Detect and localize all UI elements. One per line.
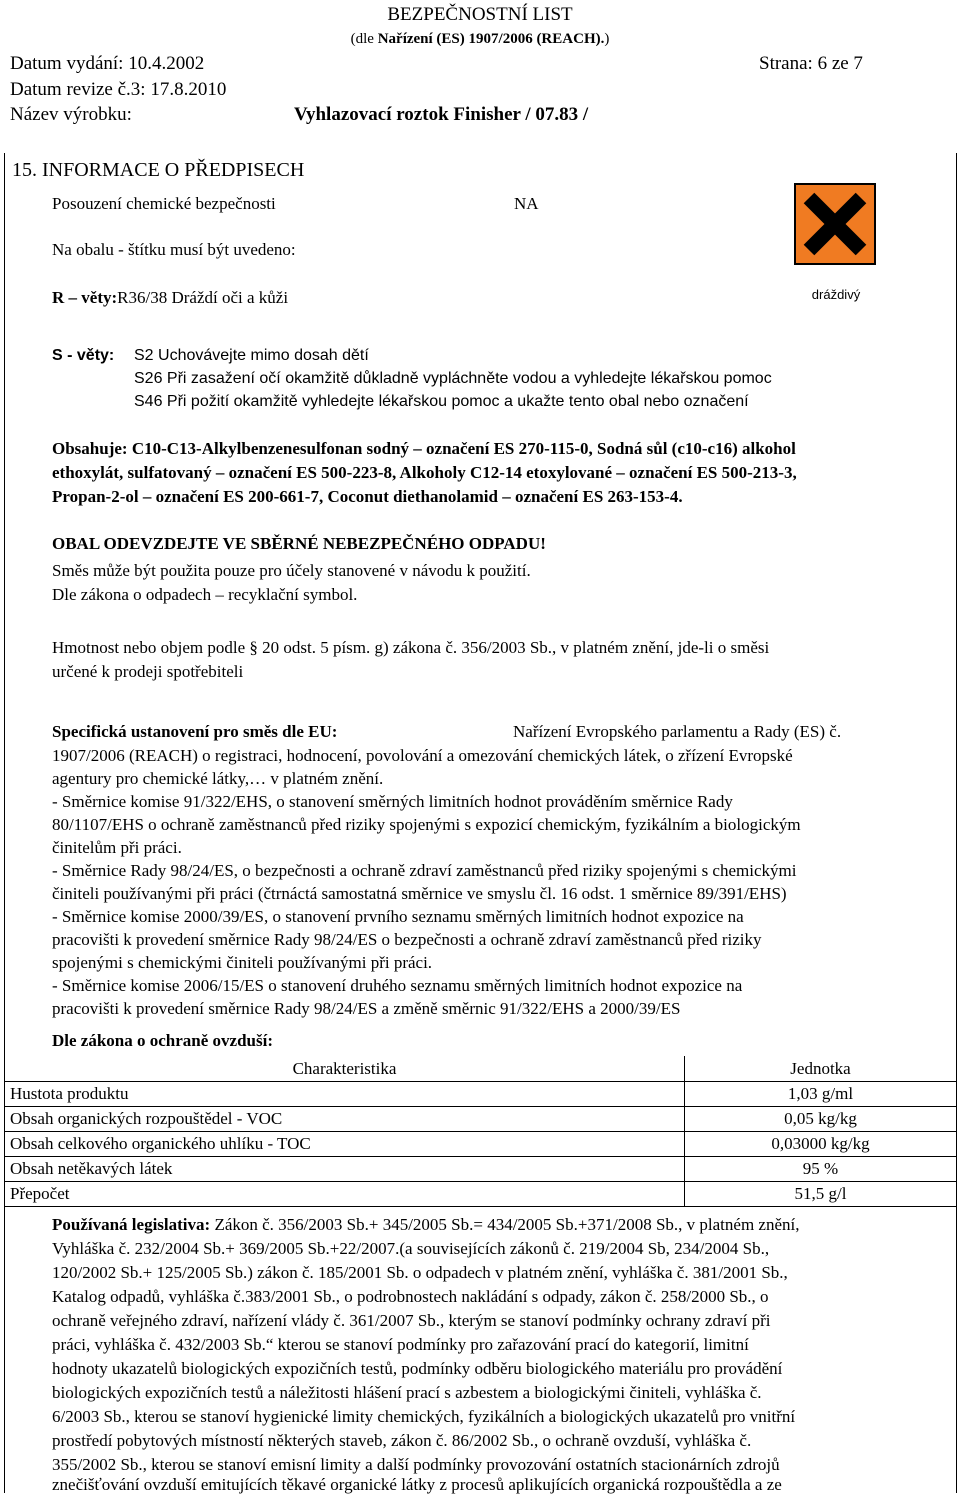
- table-row: [5, 1181, 957, 1206]
- eu-line: - Směrnice komise 91/322/EHS, o stanovení směrných limitních hodnot prováděním směrnice Rady: [52, 792, 733, 811]
- subtitle-suffix: ): [604, 31, 610, 47]
- legislation-first-line: [52, 1213, 799, 1236]
- legislation-label: Používaná legislativa:: [52, 1215, 211, 1234]
- eu-line: - Směrnice Rady 98/24/ES, o bezpečnosti a ochraně zdraví zaměstnanců před riziky spojenými s chemickými: [52, 861, 797, 880]
- hazard-label: dráždivý: [811, 287, 861, 302]
- col-characteristic: Charakteristika: [5, 1056, 685, 1081]
- col-unit: Jednotka: [685, 1056, 957, 1081]
- legislation-line: 355/2002 Sb., kterou se stanoví emisní limity a další podmínky provozování ostatních stacionárních zdrojů: [52, 1455, 780, 1474]
- row-name: Obsah celkového organického uhlíku - TOC: [5, 1131, 685, 1156]
- legislation-line: 6/2003 Sb., kterou se stanoví hygienické limity chemických, fyzikálních a biologických ukazatelů pro vnitřní: [52, 1407, 796, 1426]
- row-value: 0,03000 kg/kg: [685, 1131, 957, 1156]
- subtitle-regulation: Nařízení (ES) 1907/2006 (REACH).: [377, 31, 605, 47]
- eu-line: pracovišti k provedení směrnice Rady 98/24/ES a změně směrnic 91/322/EHS a 2000/39/ES: [52, 999, 681, 1018]
- s-phrase: S26 Při zasažení očí okamžitě důkladně vypláchněte vodou a vyhledejte lékařskou pomoc: [134, 370, 772, 387]
- contains-line: Obsahuje: C10-C13-Alkylbenzenesulfonan sodný – označení ES 270-115-0, Sodná sůl (c10-c16) alkohol: [52, 439, 796, 458]
- row-value: 1,03 g/ml: [685, 1081, 957, 1106]
- row-value: 0,05 kg/kg: [685, 1106, 957, 1131]
- product-name: Vyhlazovací roztok Finisher / 07.83 /: [294, 104, 589, 125]
- legislation-line: hodnoty ukazatelů biologických expozičních testů, podmínky odběru biologického materiálu pro provádění: [52, 1359, 783, 1378]
- row-name: Obsah netěkavých látek: [5, 1156, 685, 1181]
- s-phrase: S46 Při požití okamžitě vyhledejte lékařskou pomoc a ukažte tento obal nebo označení: [134, 393, 749, 410]
- row-name: Přepočet: [5, 1181, 685, 1206]
- legislation-line: znečišťování ovzduší emitujících těkavé organické látky z procesů aplikujících organická rozpouštědla a ze: [52, 1475, 782, 1494]
- subtitle-prefix: (dle: [350, 31, 378, 47]
- eu-first-line: Nařízení Evropského parlamentu a Rady (ES) č.: [513, 722, 842, 741]
- air-table: [4, 1056, 957, 1207]
- row-name: Hustota produktu: [5, 1081, 685, 1106]
- air-title: Dle zákona o ochraně ovzduší:: [52, 1031, 273, 1050]
- contains-line: Propan-2-ol – označení ES 200-661-7, Coconut diethanolamid – označení ES 263-153-4.: [52, 487, 683, 506]
- r-label: R – věty:: [52, 288, 118, 307]
- page-number: Strana: 6 ze 7: [759, 53, 863, 74]
- legislation-line: Katalog odpadů, vyhláška č.383/2001 Sb., o podrobnostech nakládání s odpady, zákon č. 258/2000 Sb., o: [52, 1287, 769, 1306]
- legislation-line: 120/2002 Sb.+ 125/2005 Sb.) zákon č. 185/2001 Sb. o odpadech v platném znění, vyhláška č. 381/2001 Sb.,: [52, 1263, 788, 1282]
- table-row: [5, 1081, 957, 1106]
- label-must-text: Na obalu - štítku musí být uvedeno:: [52, 240, 296, 259]
- table-header-row: [5, 1056, 957, 1081]
- eu-label: Specifická ustanovení pro směs dle EU:: [52, 722, 338, 741]
- waste-title: OBAL ODEVZDEJTE VE SBĚRNÉ NEBEZPEČNÉHO ODPADU!: [52, 534, 546, 553]
- eu-line: činiteli používanými při práci (čtrnáctá samostatná směrnice ve smyslu čl. 16 odst. 1 směrnice 89/391/EHS): [52, 884, 787, 903]
- issue-date: Datum vydání: 10.4.2002: [10, 53, 205, 74]
- eu-line: spojenými s chemickými činiteli používanými při práci.: [52, 953, 433, 972]
- chem-assessment-value: NA: [514, 194, 539, 213]
- revision-date: Datum revize č.3: 17.8.2010: [10, 79, 227, 100]
- legislation-line: práci, vyhláška č. 432/2003 Sb.“ kterou se stanoví podmínky pro zařazování prací do kategorií, limitní: [52, 1335, 749, 1354]
- s-label: S - věty:: [52, 347, 115, 364]
- use-line: Směs může být použita pouze pro účely stanovené v návodu k použití.: [52, 561, 531, 580]
- weight-line: určené k prodeji spotřebiteli: [52, 662, 244, 681]
- legislation-line: Vyhláška č. 232/2004 Sb.+ 369/2005 Sb.+22/2007.(a souvisejících zákonů č. 219/2004 Sb, 234/2004 Sb.,: [52, 1239, 770, 1258]
- eu-line: 80/1107/EHS o ochraně zaměstnanců před riziky spojenými s expozicí chemickým, fyzikálním a biologickým: [52, 815, 801, 834]
- legislation-line: prostředí pobytových místností některých staveb, zákon č. 86/2002 Sb., o ochraně ovzduší, vyhláška č.: [52, 1431, 752, 1450]
- eu-line: - Směrnice komise 2000/39/ES, o stanovení prvního seznamu směrných limitních hodnot expozice na: [52, 907, 744, 926]
- contains-line: ethoxylát, sulfatovaný – označení ES 500-223-8, Alkoholy C12-14 etoxylované – označení ES 500-213-3,: [52, 463, 797, 482]
- table-row: [5, 1106, 957, 1131]
- recycle-line: Dle zákona o odpadech – recyklační symbol.: [52, 585, 358, 604]
- hazard-x-glyph: [796, 185, 874, 263]
- legislation-line: biologických expozičních testů a náležitosti hlášení prací s azbestem a biologickými činiteli, vyhláška č.: [52, 1383, 762, 1402]
- eu-line: 1907/2006 (REACH) o registraci, hodnocení, povolování a omezování chemických látek, o zřízení Evropské: [52, 746, 793, 765]
- eu-line: pracovišti k provedení směrnice Rady 98/24/ES o bezpečnosti a ochraně zdraví zaměstnanců před riziky: [52, 930, 762, 949]
- legislation-line: ochraně veřejného zdraví, nařízení vlády č. 361/2007 Sb., kterým se stanoví podmínky ochrany zdraví při: [52, 1311, 771, 1330]
- eu-line: - Směrnice komise 2006/15/ES o stanovení druhého seznamu směrných limitních hodnot expozice na: [52, 976, 743, 995]
- row-name: Obsah organických rozpouštědel - VOC: [5, 1106, 685, 1131]
- product-label: Název výrobku:: [10, 104, 132, 125]
- eu-line: činitelům při práci.: [52, 838, 182, 857]
- legislation-first-text: Zákon č. 356/2003 Sb.+ 345/2005 Sb.= 434/2005 Sb.+371/2008 Sb., v platném znění,: [210, 1215, 800, 1234]
- table-row: [5, 1156, 957, 1181]
- doc-title: BEZPEČNOSTNÍ LIST: [387, 4, 573, 25]
- chem-assessment-label: Posouzení chemické bezpečnosti: [52, 194, 276, 213]
- table-row: [5, 1131, 957, 1156]
- weight-line: Hmotnost nebo objem podle § 20 odst. 5 písm. g) zákona č. 356/2003 Sb., v platném znění, jde-li o směsi: [52, 638, 770, 657]
- r-phrases: [52, 286, 288, 309]
- section-title: 15. INFORMACE O PŘEDPISECH: [12, 159, 305, 181]
- row-value: 51,5 g/l: [685, 1181, 957, 1206]
- hazard-x-icon: [794, 183, 876, 265]
- r-text: R36/38 Dráždí oči a kůži: [117, 288, 289, 307]
- row-value: 95 %: [685, 1156, 957, 1181]
- s-phrase: S2 Uchovávejte mimo dosah dětí: [134, 347, 369, 364]
- doc-subtitle: [0, 30, 960, 48]
- eu-line: agentury pro chemické látky,… v platném znění.: [52, 769, 384, 788]
